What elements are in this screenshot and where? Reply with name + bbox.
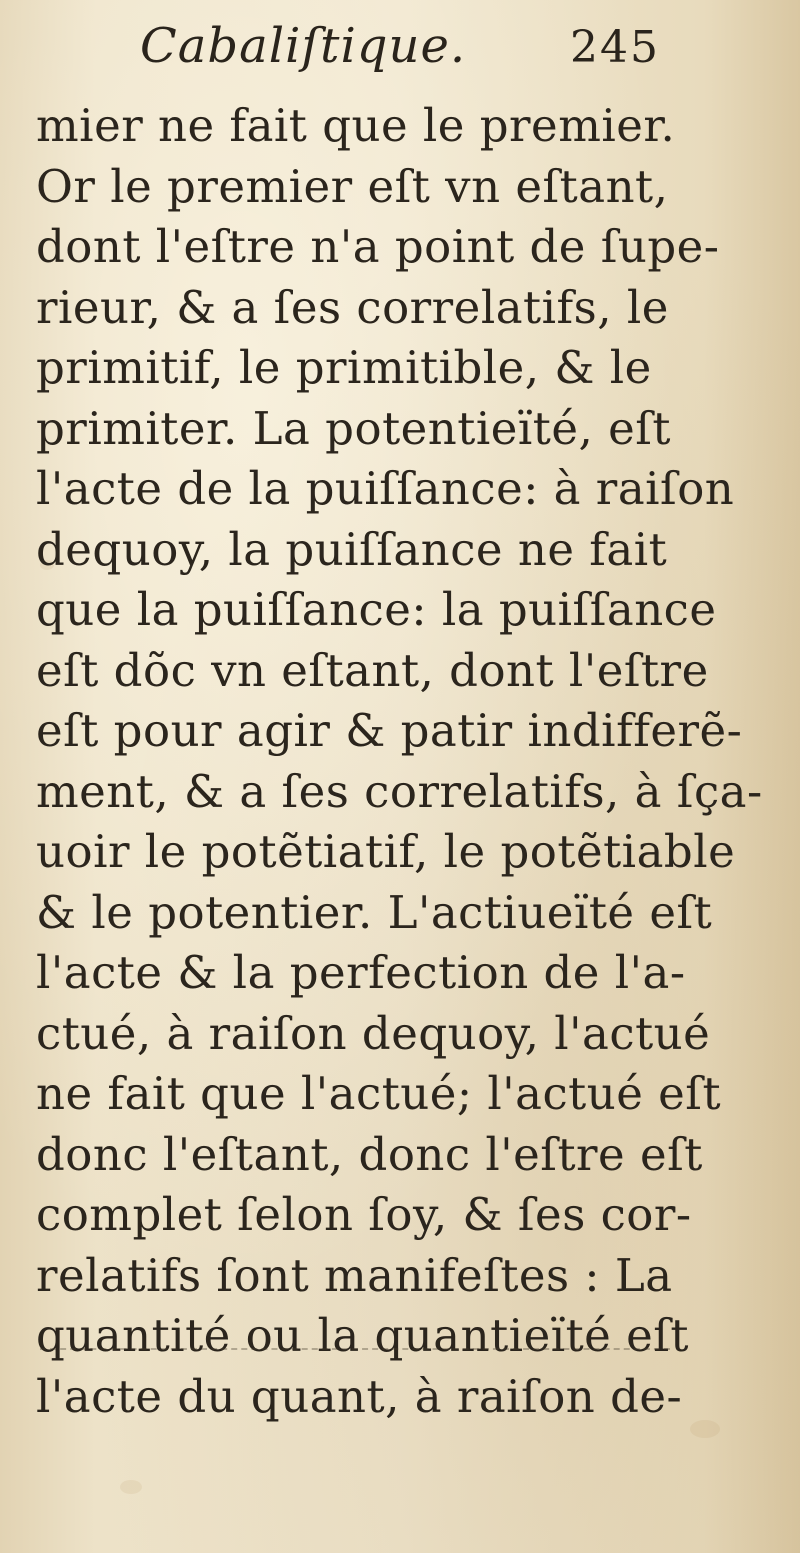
text-line: relatifs ſont manifeſtes : La: [36, 1248, 673, 1302]
text-line: & le potentier. L'actiueïté eſt: [36, 885, 713, 939]
text-line: Or le premier eſt vn eſtant,: [36, 159, 669, 213]
text-line: ctué, à raiſon dequoy, l'actué: [36, 1006, 711, 1060]
text-line: que la puiſſance: la puiſſance: [36, 583, 717, 636]
running-head: Cabaliſtique.: [140, 18, 467, 74]
text-line: rieur, & a ſes correlatifs, le: [36, 280, 669, 334]
page-header: [140, 18, 660, 88]
text-line: eſt pour agir & patir indifferẽ-: [36, 704, 743, 757]
text-line: mier ne fait que le premier.: [36, 99, 676, 152]
text-line: l'acte du quant, à raiſon de-: [36, 1369, 683, 1423]
text-line: dequoy, la puiſſance ne fait: [36, 522, 668, 576]
paper-stain: [690, 1420, 720, 1438]
text-line: l'acte & la perfection de l'a-: [36, 946, 686, 999]
page-number: 245: [570, 22, 660, 73]
text-line: complet ſelon ſoy, & ſes cor-: [36, 1188, 692, 1241]
text-line: ne fait que l'actué; l'actué eſt: [36, 1067, 722, 1120]
text-line: primiter. La potentieïté, eſt: [36, 401, 671, 455]
text-line: ment, & a ſes correlatifs, à ſça-: [36, 764, 763, 818]
text-line: uoir le potẽtiatif, le potẽtiable: [36, 825, 736, 878]
text-line: quantité ou la quantieïté eſt: [36, 1309, 689, 1362]
text-line: dont l'eſtre n'a point de ſupe-: [36, 220, 720, 273]
body-text: [36, 96, 763, 1427]
bottom-rule: [40, 1348, 670, 1350]
paper-stain: [120, 1480, 142, 1494]
text-line: donc l'eſtant, donc l'eſtre eſt: [36, 1127, 703, 1181]
text-line: l'acte de la puiſſance: à raiſon: [36, 462, 735, 515]
text-line: primitif, le primitible, & le: [36, 341, 652, 394]
text-line: eſt dõc vn eſtant, dont l'eſtre: [36, 643, 709, 697]
